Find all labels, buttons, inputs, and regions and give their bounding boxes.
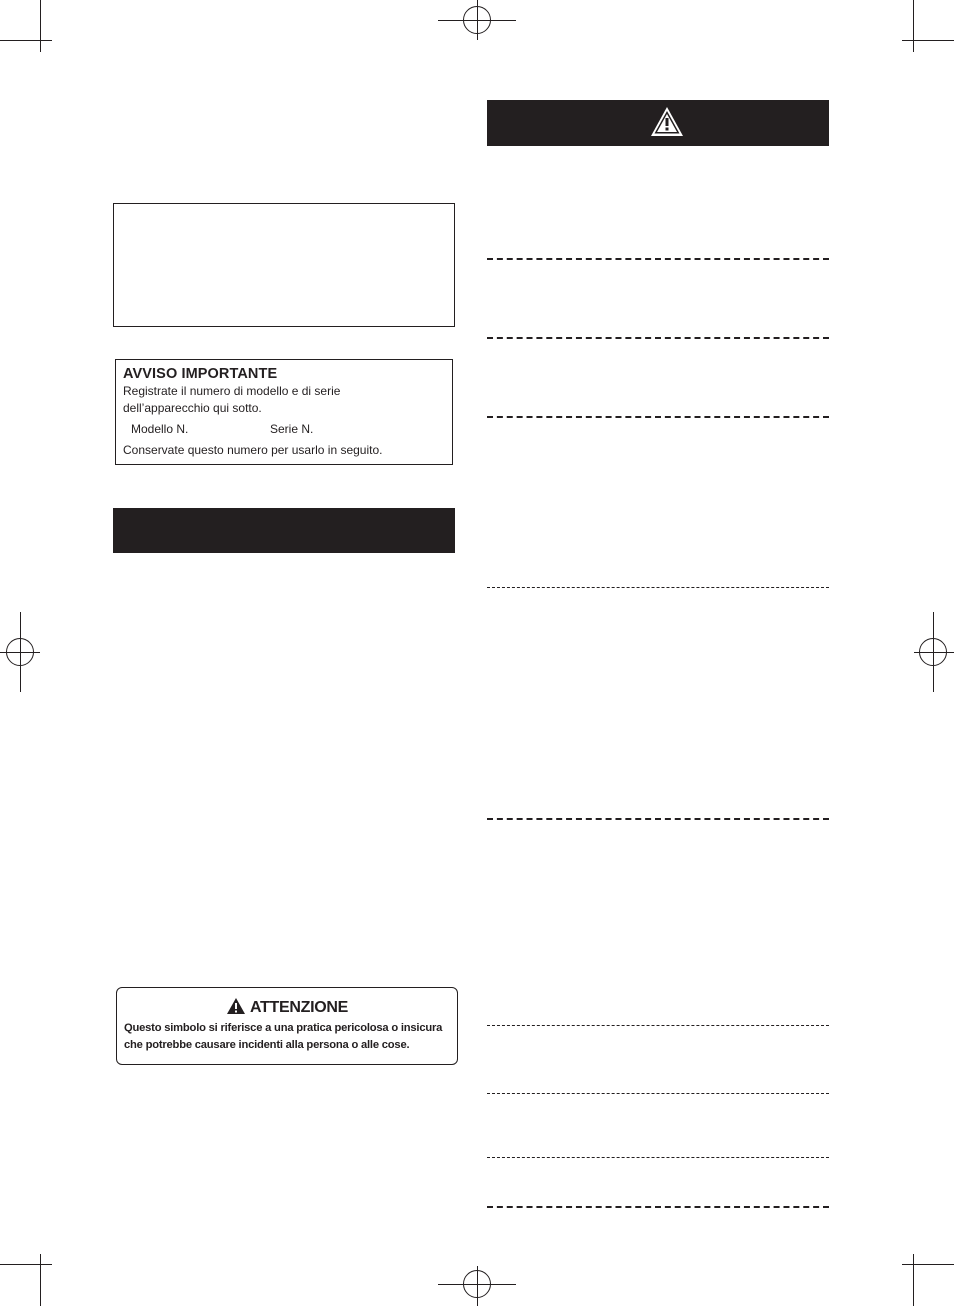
empty-box — [113, 203, 455, 327]
avviso-line-1: Registrate il numero di modello e di serie — [123, 384, 341, 398]
registration-circle — [463, 1270, 491, 1298]
model-label: Modello N. — [131, 422, 189, 436]
crop-mark — [0, 40, 52, 41]
dashed-separator — [487, 1093, 829, 1094]
crop-mark — [0, 1264, 52, 1265]
attenzione-box — [116, 987, 458, 1065]
avviso-title: AVVISO IMPORTANTE — [123, 366, 278, 382]
section-header-bar — [113, 508, 455, 553]
warning-triangle-icon — [226, 997, 246, 1015]
registration-circle — [463, 6, 491, 34]
dashed-separator — [487, 337, 829, 339]
dashed-separator — [487, 416, 829, 418]
dashed-separator — [487, 818, 829, 820]
avviso-fields-row — [123, 421, 445, 438]
registration-circle — [6, 638, 34, 666]
crop-mark — [902, 1264, 954, 1265]
dashed-separator — [487, 1157, 829, 1158]
crop-mark — [913, 1254, 914, 1306]
warning-header-bar — [487, 100, 829, 146]
crop-mark — [902, 40, 954, 41]
dashed-separator — [487, 587, 829, 588]
avviso-line-2: dell’apparecchio qui sotto. — [123, 401, 262, 415]
crop-mark — [40, 0, 41, 52]
dashed-separator — [487, 1206, 829, 1208]
attenzione-title: ATTENZIONE — [249, 999, 349, 1016]
attenzione-text: Questo simbolo si riferisce a una pratica pericolosa o insicura che potrebbe causare incidenti alla persona o alle cose. — [124, 1022, 443, 1051]
dashed-separator — [487, 1025, 829, 1026]
registration-circle — [919, 638, 947, 666]
avviso-footer: Conservate questo numero per usarlo in seguito. — [123, 443, 383, 457]
dashed-separator — [487, 258, 829, 260]
serial-label: Serie N. — [270, 422, 314, 436]
attenzione-heading — [117, 997, 457, 1018]
crop-mark — [40, 1254, 41, 1306]
crop-mark — [913, 0, 914, 52]
warning-triangle-icon — [649, 105, 685, 138]
avviso-importante-box — [115, 359, 453, 465]
